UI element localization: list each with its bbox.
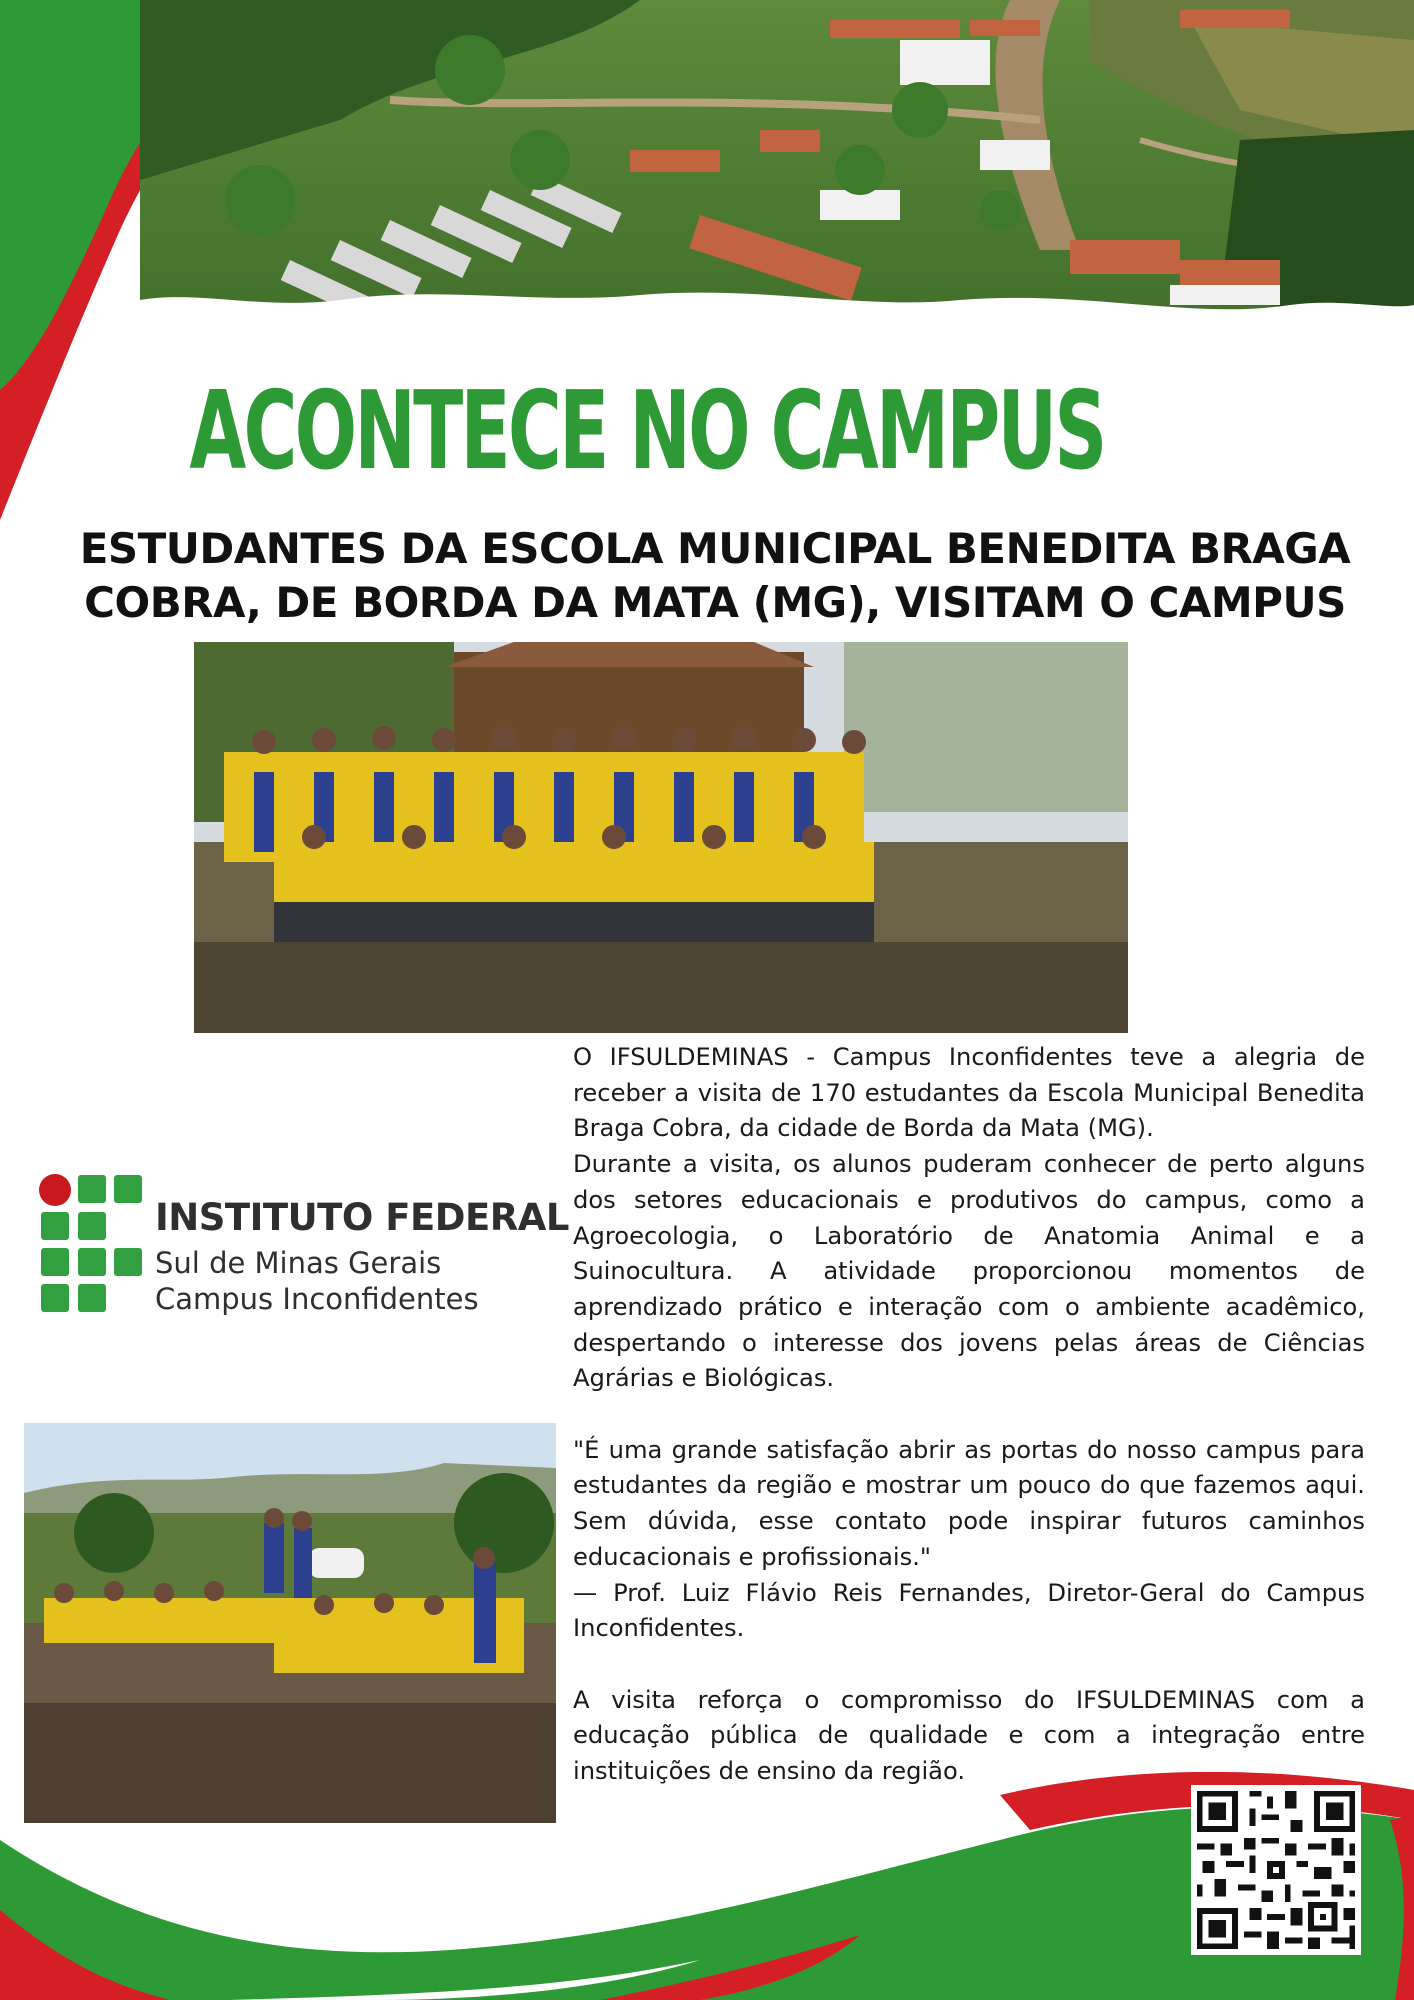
- paragraph-visit: Durante a visita, os alunos puderam conhecer de perto alguns dos setores educacionais e produtivos do campus, como a Agroecologia, o Laboratório de Anatomia Animal e a Suinocultura. A atividade proporcionou momentos de aprendizado prático e interação com o ambiente acadêmico, despertando o interesse dos jovens pelas áreas de Ciências Agrárias e Biológicas.: [573, 1150, 1365, 1393]
- students-group-photo: [194, 642, 1128, 1033]
- subtitle-line-1: ESTUDANTES DA ESCOLA MUNICIPAL BENEDITA BRAGA: [79, 524, 1351, 573]
- quote: "É uma grande satisfação abrir as portas do nosso campus para estudantes da região e mostrar um pouco do que fazemos aqui. Sem dúvida, esse contato pode inspirar futuros caminhos educacionais e profissionais.": [573, 1435, 1365, 1571]
- paragraph-closing: A visita reforça o compromisso do IFSULDEMINAS com a educação pública de qualidade e com a integração entre instituições de ensino da região.: [573, 1685, 1365, 1786]
- paragraph-intro: O IFSULDEMINAS - Campus Inconfidentes teve a alegria de receber a visita de 170 estudantes da Escola Municipal Benedita Braga Cobra, da cidade de Borda da Mata (MG).: [573, 1043, 1365, 1143]
- aerial-campus-photo: [140, 0, 1414, 355]
- logo-subtitle: Sul de Minas Gerais: [155, 1246, 442, 1280]
- quote-attribution: — Prof. Luiz Flávio Reis Fernandes, Diretor-Geral do Campus Inconfidentes.: [573, 1578, 1365, 1643]
- qr-code[interactable]: [1191, 1785, 1361, 1955]
- article-subtitle: [20, 522, 1410, 630]
- article-body: [573, 1040, 1365, 1790]
- headline: ACONTECE NO CAMPUS: [189, 369, 1105, 494]
- subtitle-line-2: COBRA, DE BORDA DA MATA (MG), VISITAM O CAMPUS: [84, 578, 1346, 627]
- logo-title: INSTITUTO FEDERAL: [155, 1196, 569, 1239]
- logo-campus: Campus Inconfidentes: [155, 1282, 479, 1316]
